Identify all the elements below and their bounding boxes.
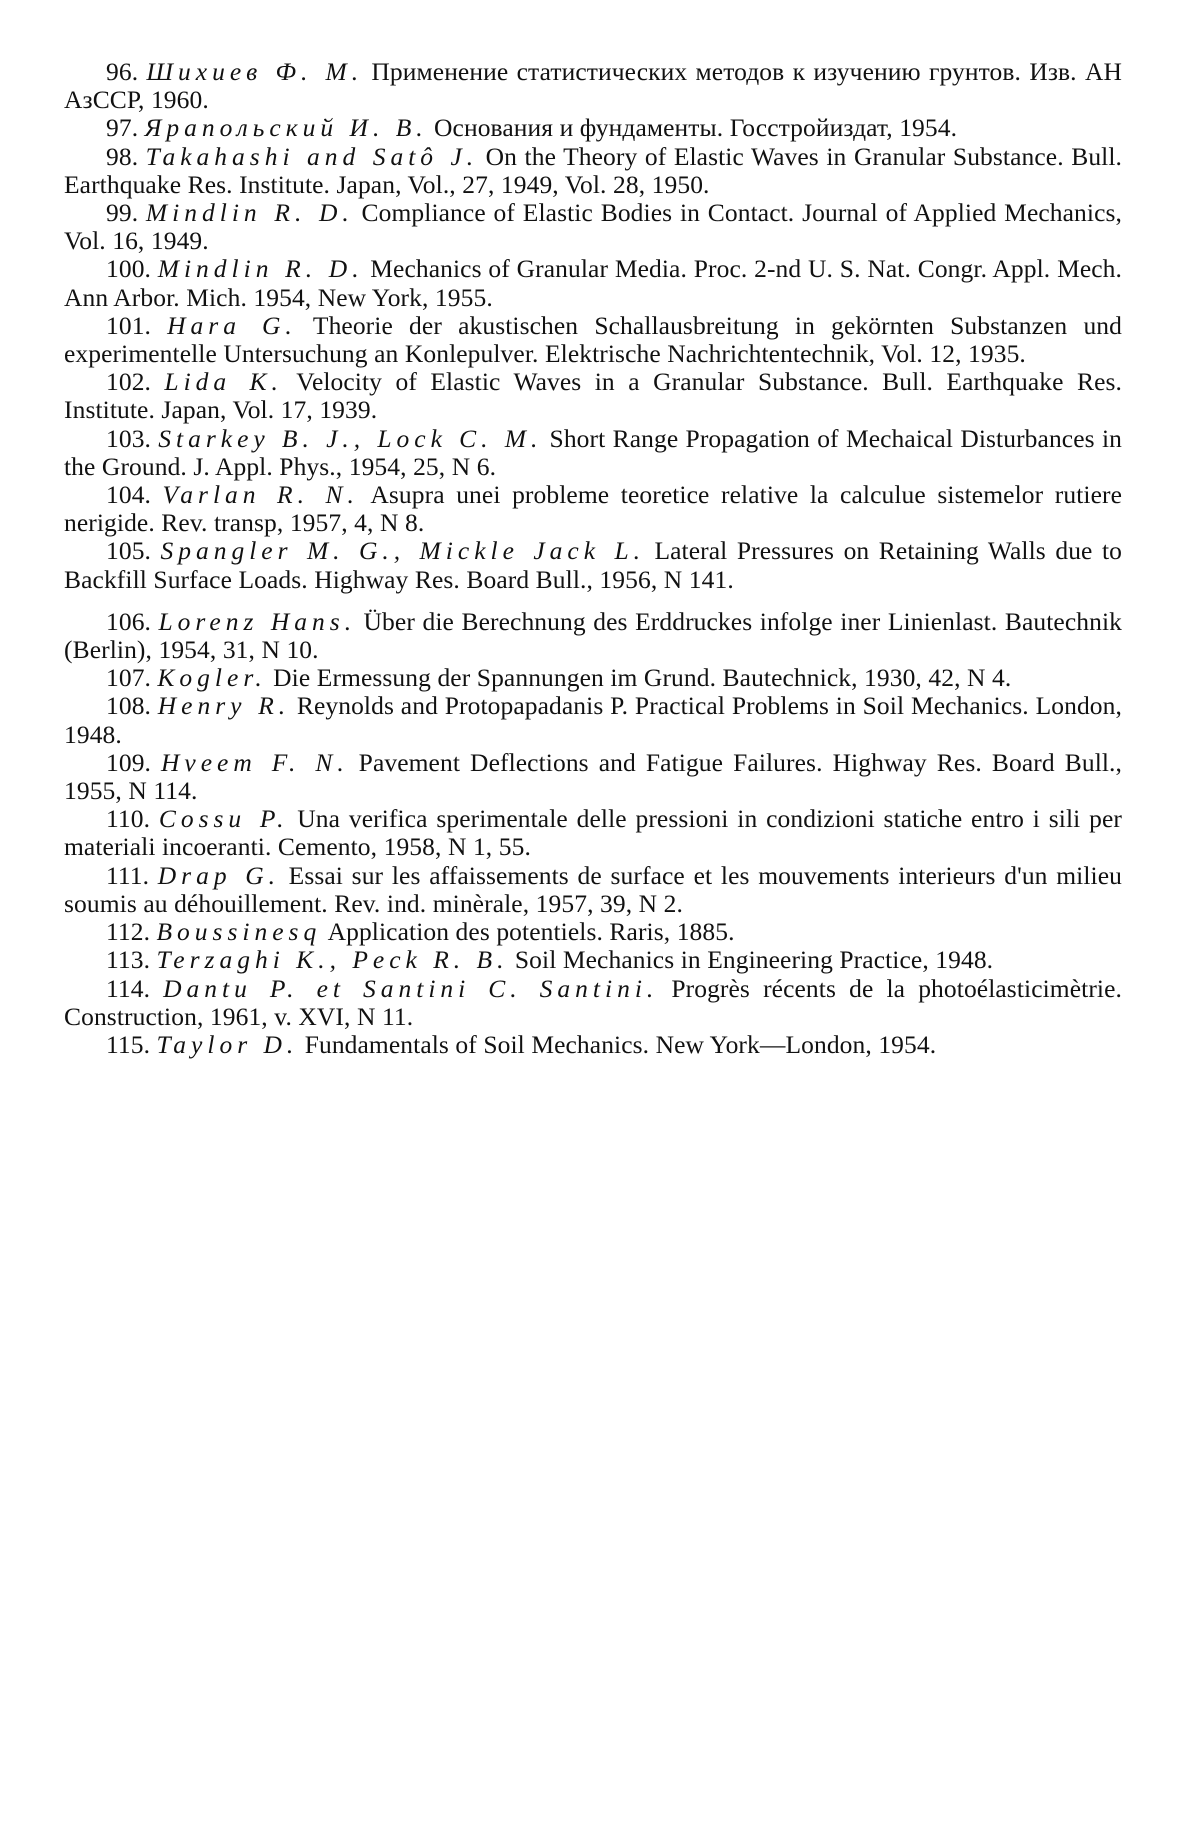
reference-item: [64, 975, 1122, 1031]
reference-item: [64, 537, 1122, 593]
reference-item: [64, 664, 1122, 692]
reference-item: [64, 255, 1122, 311]
reference-number: 105.: [106, 536, 152, 566]
reference-number: 115.: [106, 1029, 151, 1059]
reference-author: Varlan R. N.: [162, 480, 359, 510]
reference-number: 114.: [106, 973, 151, 1003]
reference-details: Über die Berechnung des Erddruckes infolge iner Linienlast. Bautechnik (Berlin), 1954, 31, N 10.: [64, 606, 1123, 665]
reference-details: Essai sur les affaissements de surface et les mouvements interieurs d'un milieu soumis au déhouillement. Rev. ind. minèrale, 1957, 39, N 2.: [64, 860, 1123, 918]
reference-details: Velocity of Elastic Waves in a Granular Substance. Bull. Earthquake Res. Institute. Japan, Vol. 17, 1939.: [64, 367, 1123, 425]
reference-details: Fundamentals of Soil Mechanics. New York—London, 1954.: [304, 1029, 937, 1059]
reference-number: 107.: [106, 663, 152, 693]
reference-details: Theorie der akustischen Schallausbreitung in gekörnten Substanzen und experimentelle Untersuchung an Konlepulver. Elektrische Nachrichtentechnik, Vol. 12, 1935.: [64, 310, 1123, 369]
reference-item: [64, 312, 1122, 368]
reference-item: [64, 368, 1122, 424]
reference-number: 111.: [106, 860, 150, 890]
reference-number: 96.: [106, 57, 139, 86]
reference-list: [64, 58, 1122, 1059]
reference-item: [64, 114, 1122, 142]
reference-number: 98.: [106, 141, 139, 171]
reference-item: [64, 692, 1122, 748]
reference-number: 106.: [106, 606, 152, 636]
reference-details: Reynolds and Protopapadanis P. Practical Problems in Soil Mechanics. London, 1948.: [64, 691, 1122, 749]
reference-item: [64, 862, 1122, 918]
reference-details: Short Range Propagation of Mechaical Disturbances in the Ground. J. Appl. Phys., 1954, 25, N 6.: [64, 423, 1122, 481]
reference-item: [64, 1031, 1122, 1059]
reference-number: 113.: [106, 945, 151, 975]
reference-item: [64, 749, 1122, 805]
reference-item: [64, 946, 1122, 974]
reference-number: 103.: [106, 423, 152, 453]
reference-number: 101.: [106, 310, 152, 340]
reference-details: Pavement Deflections and Fatigue Failures. Highway Res. Board Bull., 1955, N 114.: [64, 747, 1123, 806]
reference-number: 109.: [106, 747, 152, 777]
reference-author: Starkey B. J., Lock C. M.: [158, 423, 543, 453]
reference-details: Application des potentiels. Raris, 1885.: [327, 917, 735, 947]
reference-author: Henry R.: [157, 691, 291, 721]
reference-author: Lida K.: [164, 367, 283, 397]
reference-author: Hveem F. N.: [160, 747, 349, 777]
reference-author: Dantu P. et Santini C. Santini.: [163, 973, 659, 1003]
reference-details: Una verifica sperimentale delle pressioni in condizioni statiche entro i sili per materiali incoeranti. Cemento, 1958, N 1, 55.: [64, 804, 1122, 862]
reference-number: 104.: [106, 480, 152, 510]
reference-author: Шихиев Ф. М.: [146, 57, 364, 86]
reference-author: Taylor D.: [156, 1029, 299, 1059]
reference-item: [64, 918, 1122, 946]
reference-author: Drap G.: [157, 860, 281, 890]
reference-item: [64, 143, 1122, 199]
reference-number: 99.: [106, 198, 139, 228]
reference-author: Spangler M. G., Mickle Jack L.: [160, 536, 646, 566]
reference-author: Kogler.: [157, 663, 267, 693]
reference-item: [64, 425, 1122, 481]
reference-number: 97.: [106, 113, 139, 143]
reference-details: Основания и фундаменты. Госстройиздат, 1954.: [434, 113, 958, 143]
reference-details: On the Theory of Elastic Waves in Granular Substance. Bull. Earthquake Res. Institute. Japan, Vol., 27, 1949, Vol. 28, 1950.: [64, 141, 1123, 199]
reference-author: Hara G.: [167, 310, 297, 340]
reference-author: Takahashi and Satô J.: [145, 141, 479, 171]
reference-details: Mechanics of Granular Media. Proc. 2-nd U. S. Nat. Congr. Appl. Mech. Ann Arbor. Mich. 1954, New York, 1955.: [64, 254, 1123, 312]
reference-author: Mindlin R. D.: [145, 198, 354, 228]
reference-details: Asupra unei probleme teoretice relative la calculue sistemelor rutiere nerigide. Rev. transp, 1957, 4, N 8.: [64, 480, 1123, 538]
reference-author: Mindlin R. D.: [157, 254, 364, 284]
reference-details: Lateral Pressures on Retaining Walls due to Backfill Surface Loads. Highway Res. Board Bull., 1956, N 141.: [64, 536, 1123, 594]
reference-item: [64, 58, 1122, 114]
section-gap: [64, 594, 1122, 608]
reference-author: Cossu P.: [158, 804, 289, 834]
reference-item: [64, 481, 1122, 537]
reference-item: [64, 199, 1122, 255]
reference-author: Terzaghi K., Peck R. B.: [156, 945, 509, 975]
reference-number: 108.: [106, 691, 152, 721]
reference-author: Boussinesq: [156, 917, 322, 947]
reference-details: Compliance of Elastic Bodies in Contact. Journal of Applied Mechanics, Vol. 16, 1949.: [64, 198, 1123, 256]
reference-details: Применение статистических методов к изучению грунтов. Изв. АН АзССР, 1960.: [64, 57, 1123, 115]
reference-item: [64, 805, 1122, 861]
reference-item: [64, 608, 1122, 664]
reference-number: 112.: [106, 917, 151, 947]
reference-details: Soil Mechanics in Engineering Practice, 1948.: [514, 945, 994, 975]
reference-author: Lorenz Hans.: [158, 606, 357, 636]
reference-author: Ярапольский И. В.: [144, 113, 428, 143]
reference-number: 100.: [106, 254, 152, 284]
reference-details: Die Ermessung der Spannungen im Grund. Bautechnick, 1930, 42, N 4.: [273, 663, 1012, 693]
reference-number: 110.: [106, 804, 151, 834]
reference-details: Progrès récents de la photoélasticimètrie. Construction, 1961, v. XVI, N 11.: [64, 973, 1123, 1031]
reference-number: 102.: [106, 367, 152, 397]
